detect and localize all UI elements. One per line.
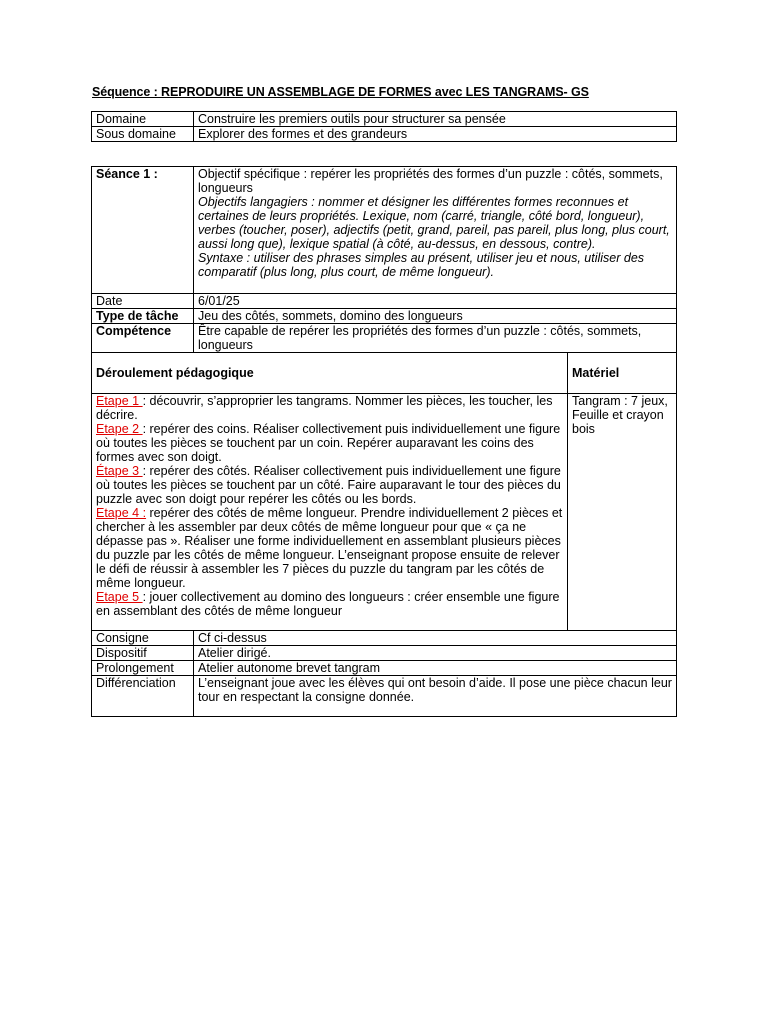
document-title: Séquence : REPRODUIRE UN ASSEMBLAGE DE FORMES avec LES TANGRAMS- GS	[92, 85, 589, 99]
subdomain-label: Sous domaine	[92, 127, 194, 142]
seance-table	[91, 166, 677, 717]
etape-3: Étape 3 : repérer des côtés. Réaliser collectivement puis individuellement une figure où toutes les pièces se touchent par un côté. Faire auparavant le tour des pièces du puzzle avec son doigt pour repérer les côtés ou les bords.	[96, 464, 561, 506]
objectif-specifique: Objectif spécifique : repérer les propriétés des formes d’un puzzle : côtés, sommets, longueurs	[198, 167, 663, 195]
table-row	[92, 294, 677, 309]
etapes-cell	[92, 394, 568, 631]
differenciation-value: L’enseignant joue avec les élèves qui ont besoin d’aide. Il pose une pièce chacun leur tour en respectant la consigne donnée.	[194, 676, 677, 717]
differenciation-label: Différenciation	[92, 676, 194, 717]
seance-objectives	[194, 167, 677, 294]
type-tache-value: Jeu des côtés, sommets, domino des longueurs	[194, 309, 677, 324]
materiel-cell	[568, 394, 677, 631]
objectifs-langagiers: Objectifs langagiers : nommer et désigner les différentes formes reconnues et certaines de leurs propriétés. Lexique, nom (carré, triangle, côté bord, longueur), verbes (toucher, poser), adjectifs (petit, grand, pareil, pas pareil, plus long, plus court, aussi long que), lexique spatial (à côté, au-dessus, en dessous, contre).	[198, 195, 670, 251]
dispositif-value: Atelier dirigé.	[194, 646, 677, 661]
etape-4: Etape 4 : repérer des côtés de même longueur. Prendre individuellement 2 pièces et chercher à les assembler par deux côtés de même longueur pour que « ça ne dépasse pas ». Réaliser une forme individuellement en assemblant plusieurs pièces du puzzle par les côtés de même longueur. L’enseignant propose ensuite de relever le défi de réussir à assembler les 7 pièces du puzzle du tangram par les côtés de même longueur.	[96, 506, 563, 590]
domain-table	[91, 111, 677, 142]
table-row	[92, 167, 677, 294]
consigne-label: Consigne	[92, 631, 194, 646]
etape-2: Etape 2 : repérer des coins. Réaliser collectivement puis individuellement une figure où toutes les pièces se touchent par un coin. Repérer auparavant les coins des formes avec son doigt.	[96, 422, 561, 464]
etape-3-label: Étape 3	[96, 464, 143, 478]
materiel-item: Tangram : 7 jeux,	[572, 394, 668, 408]
table-row	[92, 112, 677, 127]
consigne-value: Cf ci-dessus	[194, 631, 677, 646]
etape-2-label: Etape 2	[96, 422, 143, 436]
syntaxe: Syntaxe : utiliser des phrases simples au présent, utiliser jeu et nous, utiliser des comparatif (plus long, plus court, de même longueur).	[198, 251, 645, 279]
prolongement-value: Atelier autonome brevet tangram	[194, 661, 677, 676]
table-row	[92, 676, 677, 717]
etape-1: Etape 1 : découvrir, s’approprier les tangrams. Nommer les pièces, les toucher, les décrire.	[96, 394, 553, 422]
table-row	[92, 646, 677, 661]
competence-value: Être capable de repérer les propriétés des formes d’un puzzle : côtés, sommets, longueurs	[194, 324, 677, 353]
table-row	[92, 309, 677, 324]
table-row	[92, 661, 677, 676]
date-label: Date	[92, 294, 194, 309]
seance-label: Séance 1 :	[92, 167, 194, 294]
materiel-header: Matériel	[568, 353, 677, 394]
etape-5-label: Etape 5	[96, 590, 143, 604]
etape-1-label: Etape 1	[96, 394, 143, 408]
etape-4-label: Etape 4 :	[96, 506, 147, 520]
date-value: 6/01/25	[194, 294, 677, 309]
table-row	[92, 631, 677, 646]
table-row	[92, 324, 677, 353]
table-row	[92, 353, 677, 394]
subdomain-value: Explorer des formes et des grandeurs	[194, 127, 677, 142]
deroulement-header: Déroulement pédagogique	[92, 353, 568, 394]
dispositif-label: Dispositif	[92, 646, 194, 661]
type-tache-label: Type de tâche	[92, 309, 194, 324]
materiel-item: Feuille et crayon bois	[572, 408, 664, 436]
competence-label: Compétence	[92, 324, 194, 353]
table-row	[92, 127, 677, 142]
etape-5: Etape 5 : jouer collectivement au domino des longueurs : créer ensemble une figure en assemblant des côtés de même longueur	[96, 590, 560, 618]
prolongement-label: Prolongement	[92, 661, 194, 676]
table-row	[92, 394, 677, 631]
domain-label: Domaine	[92, 112, 194, 127]
domain-value: Construire les premiers outils pour structurer sa pensée	[194, 112, 677, 127]
